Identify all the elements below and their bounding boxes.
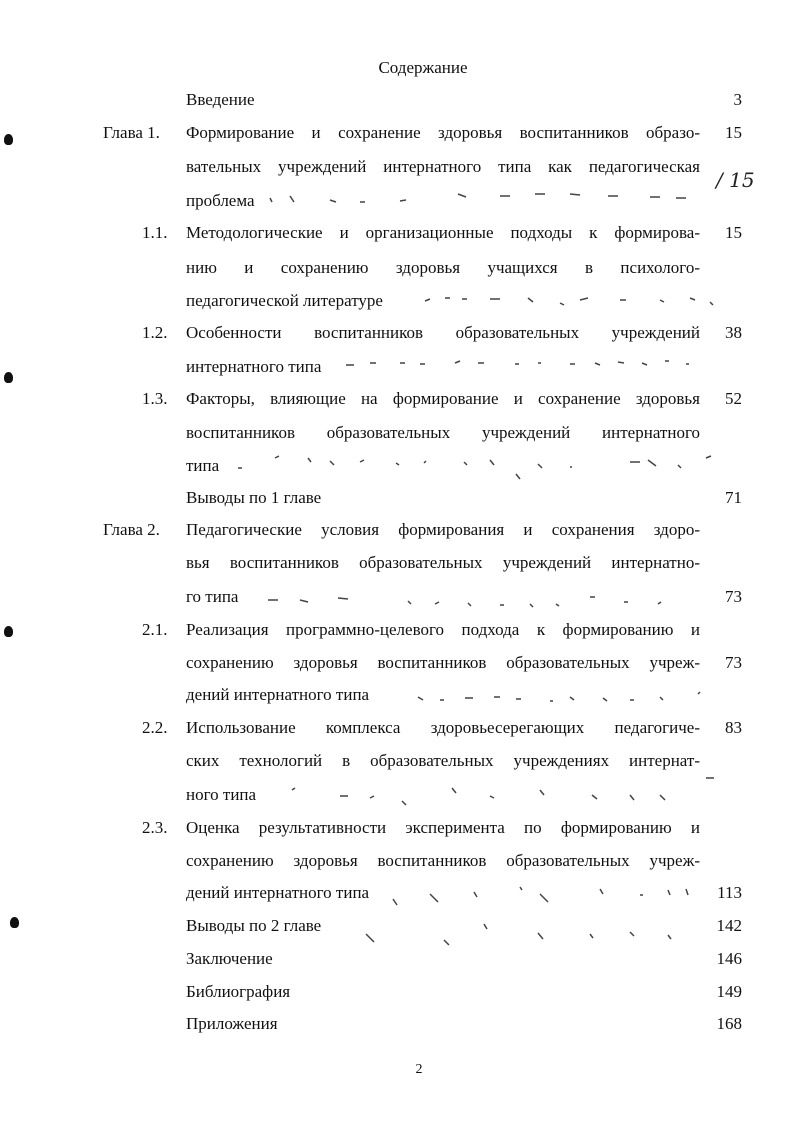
toc-entry-line: Реализация программно-целевого подхода к формированию и [186, 620, 700, 639]
toc-page-number: 83 [725, 718, 742, 737]
page-title: Содержание [378, 58, 468, 77]
toc-entry-line: сохранению здоровья воспитанников образовательных учреж- [186, 851, 700, 870]
toc-page-number: 3 [733, 90, 742, 109]
toc-entry-line: ного типа [186, 785, 257, 804]
toc-entry-line: Введение [186, 90, 255, 109]
toc-page-number: 15 [725, 223, 742, 242]
toc-entry-line: Выводы по 2 главе [186, 916, 322, 935]
toc-page-number: 71 [725, 488, 742, 507]
toc-entry-line: Заключение [186, 949, 273, 968]
toc-entry-line: сохранению здоровья воспитанников образовательных учреж- [186, 653, 700, 672]
pencil-marks [238, 194, 714, 945]
toc-page-number: 52 [725, 389, 742, 408]
toc-entry-line: вательных учреждений интернатного типа как педагогическая [186, 157, 700, 176]
handwritten-note: / 15 [716, 168, 755, 192]
toc-section-number: 2.2. [142, 718, 168, 737]
toc-entry-line: Методологические и организационные подходы к формирова- [186, 223, 700, 242]
toc-section-number: 1.1. [142, 223, 168, 242]
toc-page-number: 38 [725, 323, 742, 342]
toc-entry-line: интернатного типа [186, 357, 322, 376]
toc-page-number: 73 [725, 653, 742, 672]
toc-page-number: 168 [716, 1014, 742, 1033]
toc-entry-line: Особенности воспитанников образовательных учреждений [186, 323, 700, 342]
toc-section-number: 1.2. [142, 323, 168, 342]
toc-entry-line: типа [186, 456, 220, 475]
toc-page-number: 15 [725, 123, 742, 142]
toc-entry-line: Приложения [186, 1014, 278, 1033]
toc-chapter-label: Глава 1. [103, 123, 160, 142]
toc-page-number: 142 [716, 916, 742, 935]
toc-entry-line: нию и сохранению здоровья учащихся в психолого- [186, 258, 700, 277]
page-number: 2 [415, 1062, 423, 1077]
toc-chapter-label: Глава 2. [103, 520, 160, 539]
toc-page-number: 73 [725, 587, 742, 606]
toc-entry-line: Выводы по 1 главе [186, 488, 322, 507]
toc-section-number: 2.1. [142, 620, 168, 639]
toc-entry-line: дений интернатного типа [186, 685, 370, 704]
toc-entry-line: го типа [186, 587, 239, 606]
toc-entry-line: дений интернатного типа [186, 883, 370, 902]
toc-section-number: 1.3. [142, 389, 168, 408]
toc-entry-line: воспитанников образовательных учреждений интернатного [186, 423, 700, 442]
toc-entry-line: Оценка результативности эксперимента по формированию и [186, 818, 700, 837]
toc-entry-line: проблема [186, 191, 255, 210]
toc-entry-line: Использование комплекса здоровьесерегающих педагогиче- [186, 718, 700, 737]
toc-entry-line: вья воспитанников образовательных учреждений интернатно- [186, 553, 700, 572]
toc-entry-line: Факторы, влияющие на формирование и сохранение здоровья [186, 389, 700, 408]
toc-entry-line: ских технологий в образовательных учреждениях интернат- [186, 751, 700, 770]
toc-page-number: 149 [716, 982, 742, 1001]
toc-page-number: 146 [716, 949, 742, 968]
toc-section-number: 2.3. [142, 818, 168, 837]
toc-entry-line: Библиография [186, 982, 291, 1001]
toc-entry-line: Педагогические условия формирования и сохранения здоро- [186, 520, 700, 539]
toc-page-number: 113 [717, 883, 742, 902]
toc-entry-line: Формирование и сохранение здоровья воспитанников образо- [186, 123, 700, 142]
toc-entry-line: педагогической литературе [186, 291, 383, 310]
